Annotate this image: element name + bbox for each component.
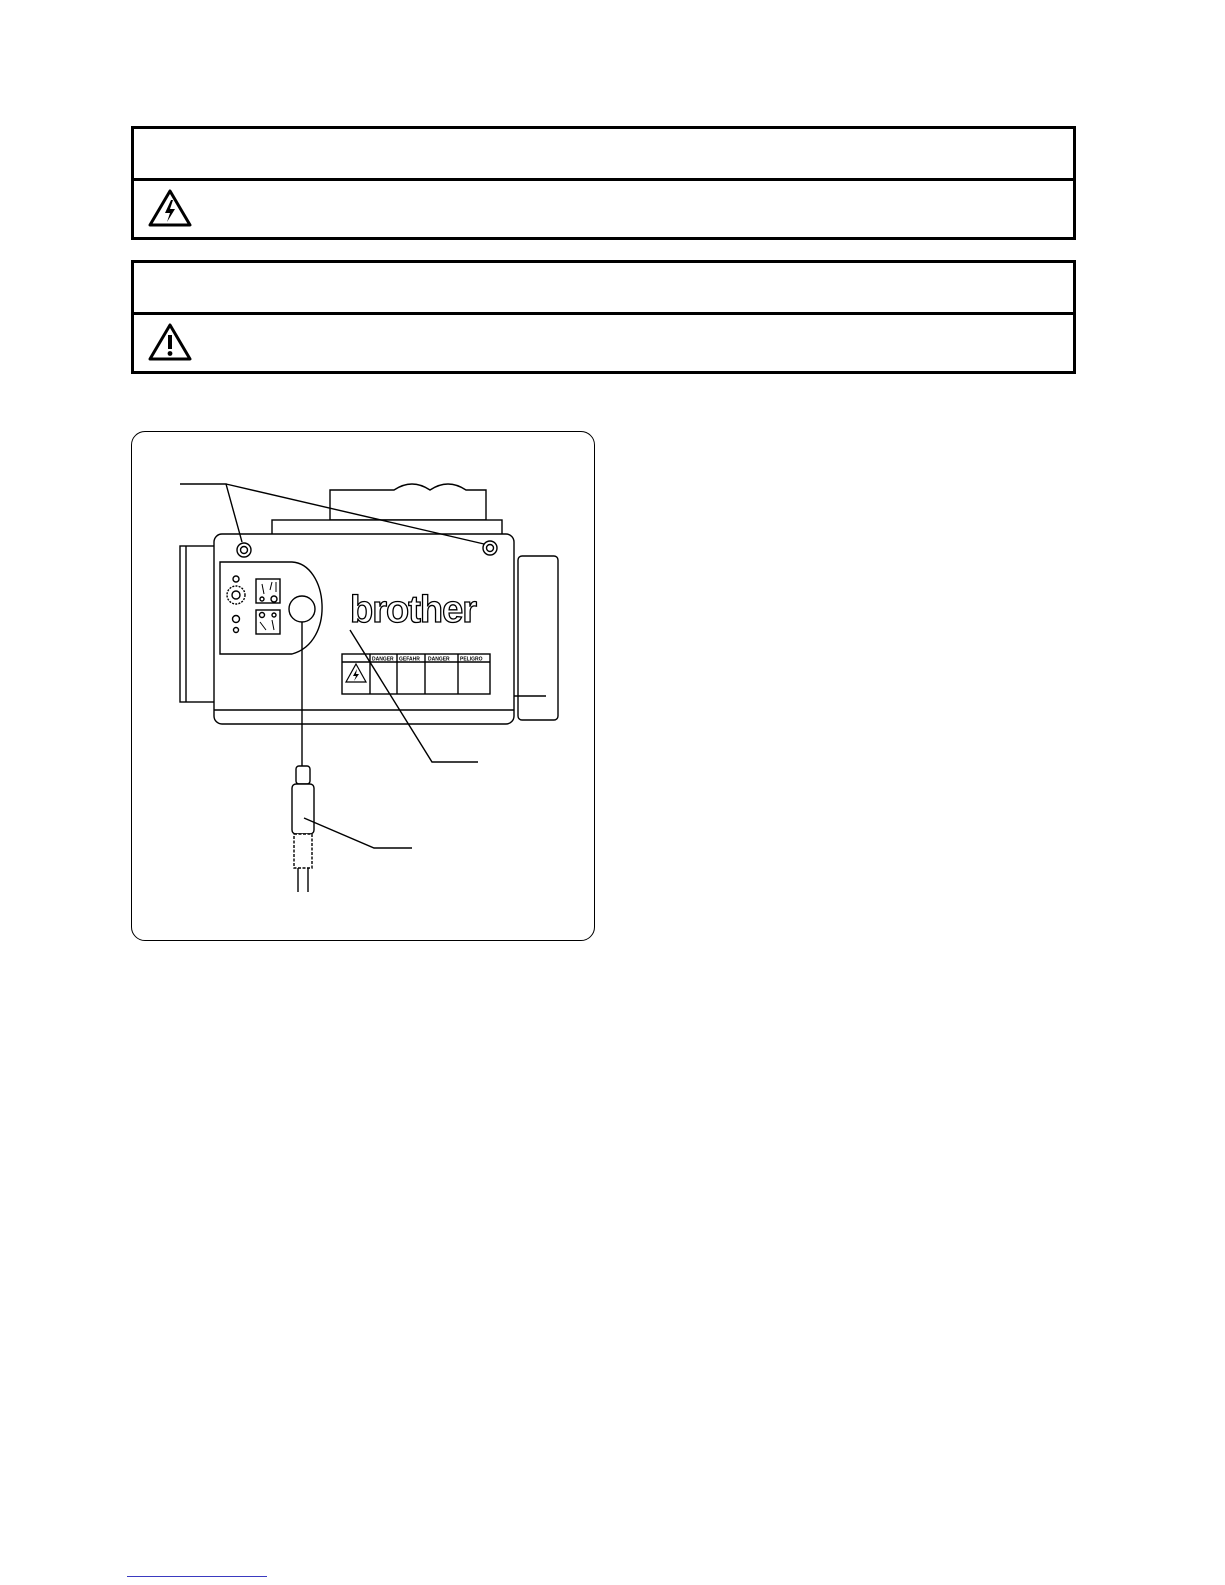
caution-warning-body <box>134 315 1073 369</box>
label-heading-danger-en: DANGER <box>372 656 394 663</box>
danger-warning-box <box>131 126 1076 240</box>
cable-connector <box>292 766 314 892</box>
caution-warning-header <box>134 263 1073 315</box>
rear-block <box>330 484 486 520</box>
illustration-panel <box>131 431 595 941</box>
danger-warning-body <box>134 181 1073 235</box>
label-heading-gefahr: GEFAHR <box>399 656 420 663</box>
brand-logo: brother <box>350 589 476 631</box>
control-box-illustration <box>132 432 595 941</box>
caution-exclamation-icon <box>148 323 192 361</box>
footer-rule <box>127 1576 267 1577</box>
connector-socket <box>289 596 315 622</box>
electric-shock-icon <box>148 189 192 227</box>
danger-warning-header <box>134 129 1073 181</box>
label-heading-peligro: PELIGRO <box>460 656 483 663</box>
label-heading-danger-fr: DANGER <box>428 656 450 663</box>
caution-warning-box <box>131 260 1076 374</box>
